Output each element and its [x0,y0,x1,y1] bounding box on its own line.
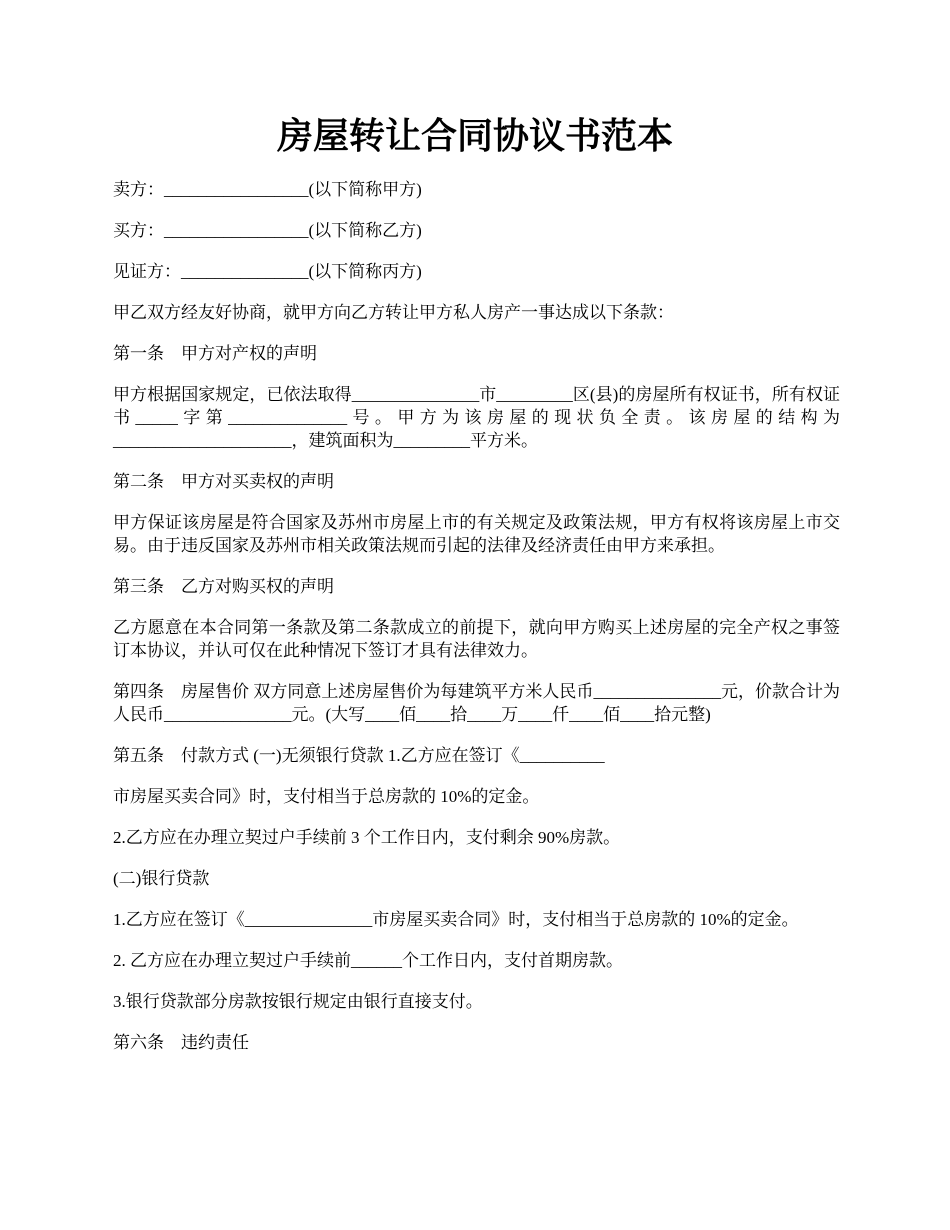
document-body [113,178,845,1072]
bank-loan-heading: (二)银行贷款 [113,869,210,888]
article-1-heading: 第一条 甲方对产权的声明 [113,344,317,363]
document-title: 房屋转让合同协议书范本 [276,115,673,157]
bank-loan-item-1: 1.乙方应在签订《_______________市房屋买卖合同》时，支付相当于总房款的 10%的定金。 [113,910,799,929]
article-3-body: 乙方愿意在本合同第一条款及第二条款成立的前提下，就向甲方购买上述房屋的完全产权之事签订本协议，并认可仅在此种情况下签订才具有法律效力。 [113,618,840,660]
article-1-body: 甲方根据国家规定，已依法取得_______________市_________区(县)的房屋所有权证书，所有权证书_____字第______________号。甲方为该房屋的现状负全责。该房屋的结构为 _____________________，建筑面积为_________平方米。 [113,385,845,450]
article-4-paragraph: 第四条 房屋售价 双方同意上述房屋售价为每建筑平方米人民币_______________元，价款合计为人民币_______________元。(大写____佰____拾____万____仟____佰____拾元整) [113,682,840,724]
article-6-heading: 第六条 违约责任 [113,1033,249,1052]
buyer-line: 买方：_________________(以下简称乙方) [113,221,422,240]
preamble-paragraph: 甲乙双方经友好协商，就甲方向乙方转让甲方私人房产一事达成以下条款： [113,303,674,322]
article-5-paragraph: 第五条 付款方式 (一)无须银行贷款 1.乙方应在签订《__________ [113,746,605,765]
bank-loan-item-2: 2. 乙方应在办理立契过户手续前______个工作日内，支付首期房款。 [113,951,623,970]
article-2-heading: 第二条 甲方对买卖权的声明 [113,472,334,491]
payment-deposit-line: 市房屋买卖合同》时，支付相当于总房款的 10%的定金。 [113,787,540,806]
seller-line: 卖方：_________________(以下简称甲方) [113,180,422,199]
article-2-body: 甲方保证该房屋是符合国家及苏州市房屋上市的有关规定及政策法规，甲方有权将该房屋上市交易。由于违反国家及苏州市相关政策法规而引起的法律及经济责任由甲方来承担。 [113,513,840,555]
witness-line: 见证方：_______________(以下简称丙方) [113,262,422,281]
payment-remainder-line: 2.乙方应在办理立契过户手续前 3 个工作日内，支付剩余 90%房款。 [113,828,621,847]
article-3-heading: 第三条 乙方对购买权的声明 [113,577,334,596]
bank-loan-item-3: 3.银行贷款部分房款按银行规定由银行直接支付。 [113,992,483,1011]
